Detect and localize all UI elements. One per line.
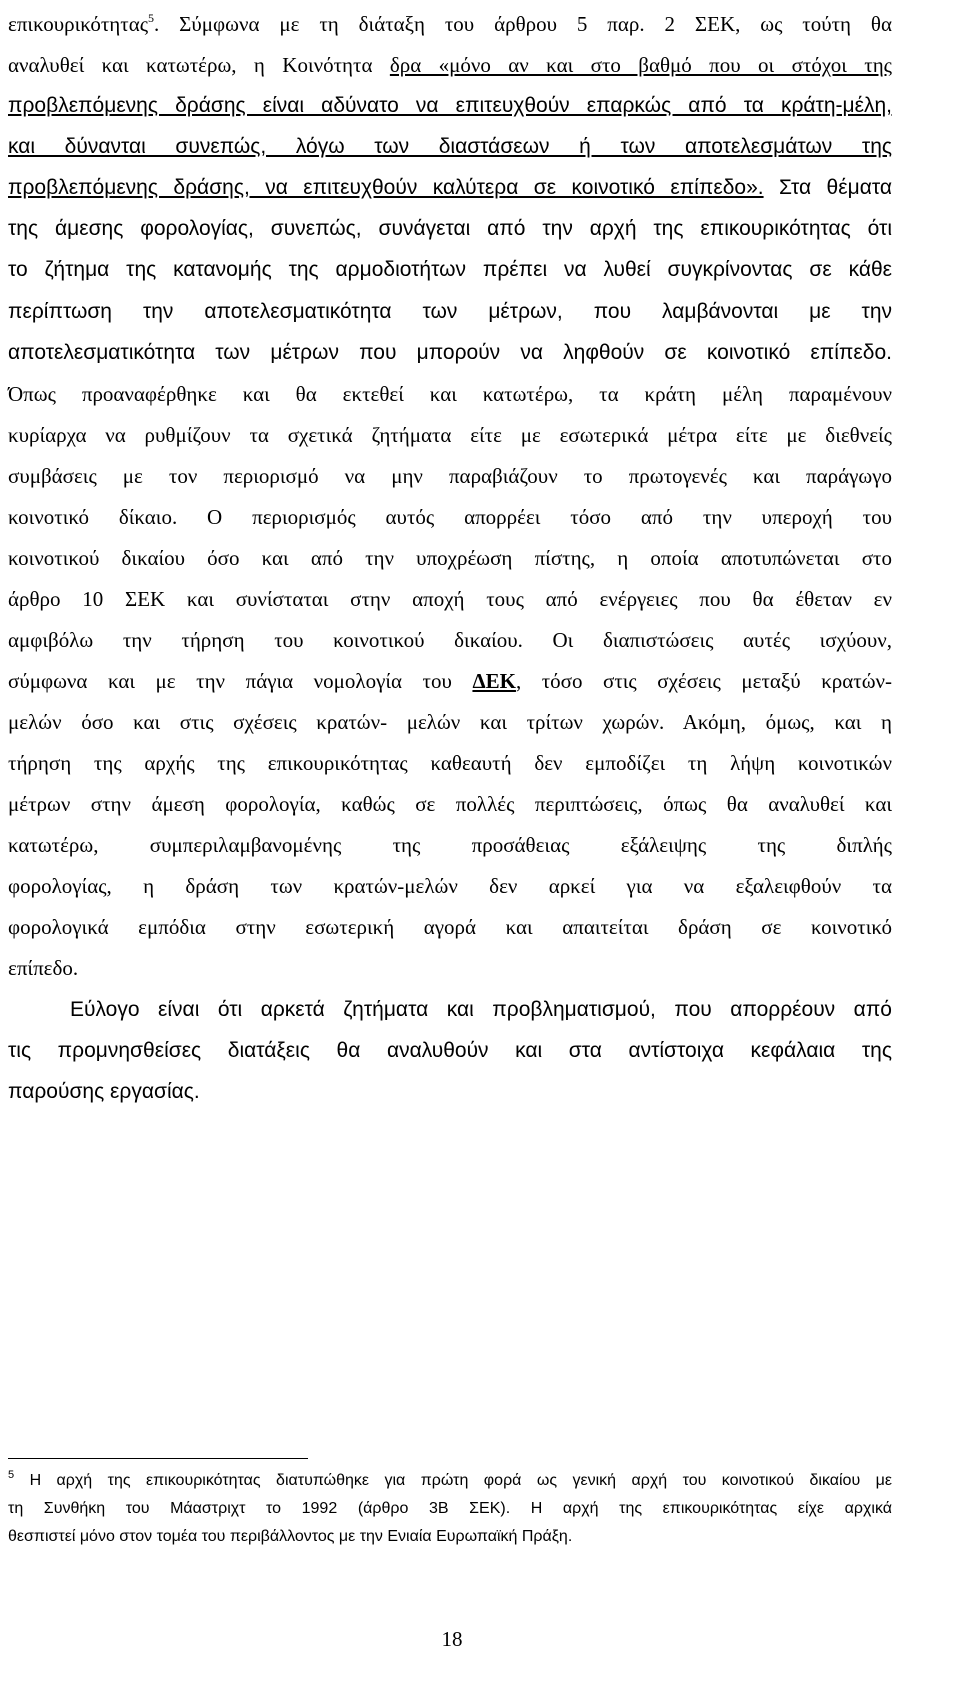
underlined-quote: προβλεπόμενης δράσης, να επιτευχθούν καλύτερα σε κοινοτικό επίπεδο». (8, 176, 764, 199)
underlined-abbreviation: ΔΕΚ (472, 669, 516, 693)
text-line: άρθρο 10 ΣΕΚ και συνίσταται στην αποχή τους από ενέργειες που θα έθεταν εν (8, 587, 892, 611)
page-number: 18 (441, 1627, 463, 1651)
underlined-quote: δρα «μόνο αν και στο βαθμό που οι στόχοι της (389, 53, 892, 77)
text-line: φορολογίας, η δράση των κρατών-μελών δεν αρκεί για να εξαλειφθούν τα (8, 874, 892, 898)
text-line: αναλυθεί και κατωτέρω, η Κοινότητα δρα «μόνο αν και στο βαθμό που οι στόχοι της (8, 53, 892, 77)
footnote-line: θεσπιστεί μόνο στον τομέα του περιβάλλοντος με την Ενιαία Ευρωπαϊκή Πράξη. (8, 1528, 573, 1545)
text-line: μέτρων στην άμεση φορολογία, καθώς σε πολλές περιπτώσεις, όπως θα αναλυθεί και (8, 792, 892, 816)
text-line: προβλεπόμενης δράσης είναι αδύνατο να επιτευχθούν επαρκώς από τα κράτη-μέλη, (8, 94, 892, 117)
text-line: επίπεδο. (8, 956, 79, 980)
text-line: αποτελεσματικότητα των μέτρων που μπορούν να ληφθούν σε κοινοτικό επίπεδο. (8, 341, 892, 364)
footnote-line: $^5$ Η αρχή της επικουρικότητας διατυπώθηκε για πρώτη φορά ως γενική αρχή του κοινοτικού δικαίου με (8, 1469, 892, 1489)
footnote-number: 5 (8, 1469, 15, 1481)
text-line: κοινοτικό δίκαιο. Ο περιορισμός αυτός απορρέει τόσο από την υπεροχή του (8, 505, 892, 529)
text-line: περίπτωση την αποτελεσματικότητα των μέτρων, που λαμβάνονται με την (8, 300, 892, 323)
text-line: συμβάσεις με τον περιορισμό να μην παραβιάζουν το πρωτογενές και παράγωγο (8, 464, 892, 488)
text-line: τις προμνησθείσες διατάξεις θα αναλυθούν και στα αντίστοιχα κεφάλαια της (8, 1039, 892, 1062)
text-line: κατωτέρω, συμπεριλαμβανομένης της προσάθειας εξάλειψης της διπλής (8, 833, 892, 857)
text-line: φορολογικά εμπόδια στην εσωτερική αγορά και απαιτείται δράση σε κοινοτικό (8, 915, 892, 939)
text-line: τήρηση της αρχής της επικουρικότητας καθεαυτή δεν εμποδίζει τη λήψη κοινοτικών (8, 751, 892, 775)
footnote-line: τη Συνθήκη του Μάαστριχτ το 1992 (άρθρο 3Β ΣΕΚ). Η αρχή της επικουρικότητας είχε αρχικά (8, 1500, 892, 1517)
text-line: επικουρικότητας$^5$. Σύμφωνα με τη διάταξη του άρθρου 5 παρ. 2 ΣΕΚ, ως τούτη θα (8, 11, 892, 36)
text-line: της άμεσης φορολογίας, συνεπώς, συνάγεται από την αρχή της επικουρικότητας ότι (8, 217, 892, 240)
text-line: το ζήτημα της κατανομής της αρμοδιοτήτων πρέπει να λυθεί συγκρίνοντας σε κάθε (8, 258, 892, 281)
text-line: προβλεπόμενης δράσης, να επιτευχθούν καλύτερα σε κοινοτικό επίπεδο». Στα θέματα (8, 176, 892, 199)
paragraph-first-line: Εύλογο είναι ότι αρκετά ζητήματα και προβληματισμού, που απορρέουν από (70, 998, 892, 1021)
text-line: μελών όσο και στις σχέσεις κρατών- μελών και τρίτων χωρών. Ακόμη, όμως, και η (8, 710, 892, 734)
text-line: κυρίαρχα να ρυθμίζουν τα σχετικά ζητήματα είτε με εσωτερικά μέτρα είτε με διεθνείς (8, 423, 892, 447)
text-line: σύμφωνα και με την πάγια νομολογία του ΔΕΚ, τόσο στις σχέσεις μεταξύ κρατών- (8, 669, 893, 693)
text-line: αμφιβόλω την τήρηση του κοινοτικού δικαίου. Οι διαπιστώσεις αυτές ισχύουν, (8, 628, 892, 652)
footnote-reference: 5 (148, 11, 155, 25)
footnote-separator (8, 1458, 308, 1459)
text-line: Όπως προαναφέρθηκε και θα εκτεθεί και κατωτέρω, τα κράτη μέλη παραμένουν (8, 382, 892, 406)
text-line: κοινοτικού δικαίου όσο και από την υποχρέωση πίστης, η οποία αποτυπώνεται στο (8, 546, 892, 570)
text-line: και δύνανται συνεπώς, λόγω των διαστάσεων ή των αποτελεσμάτων της (8, 135, 892, 158)
text-line: παρούσης εργασίας. (8, 1080, 200, 1103)
